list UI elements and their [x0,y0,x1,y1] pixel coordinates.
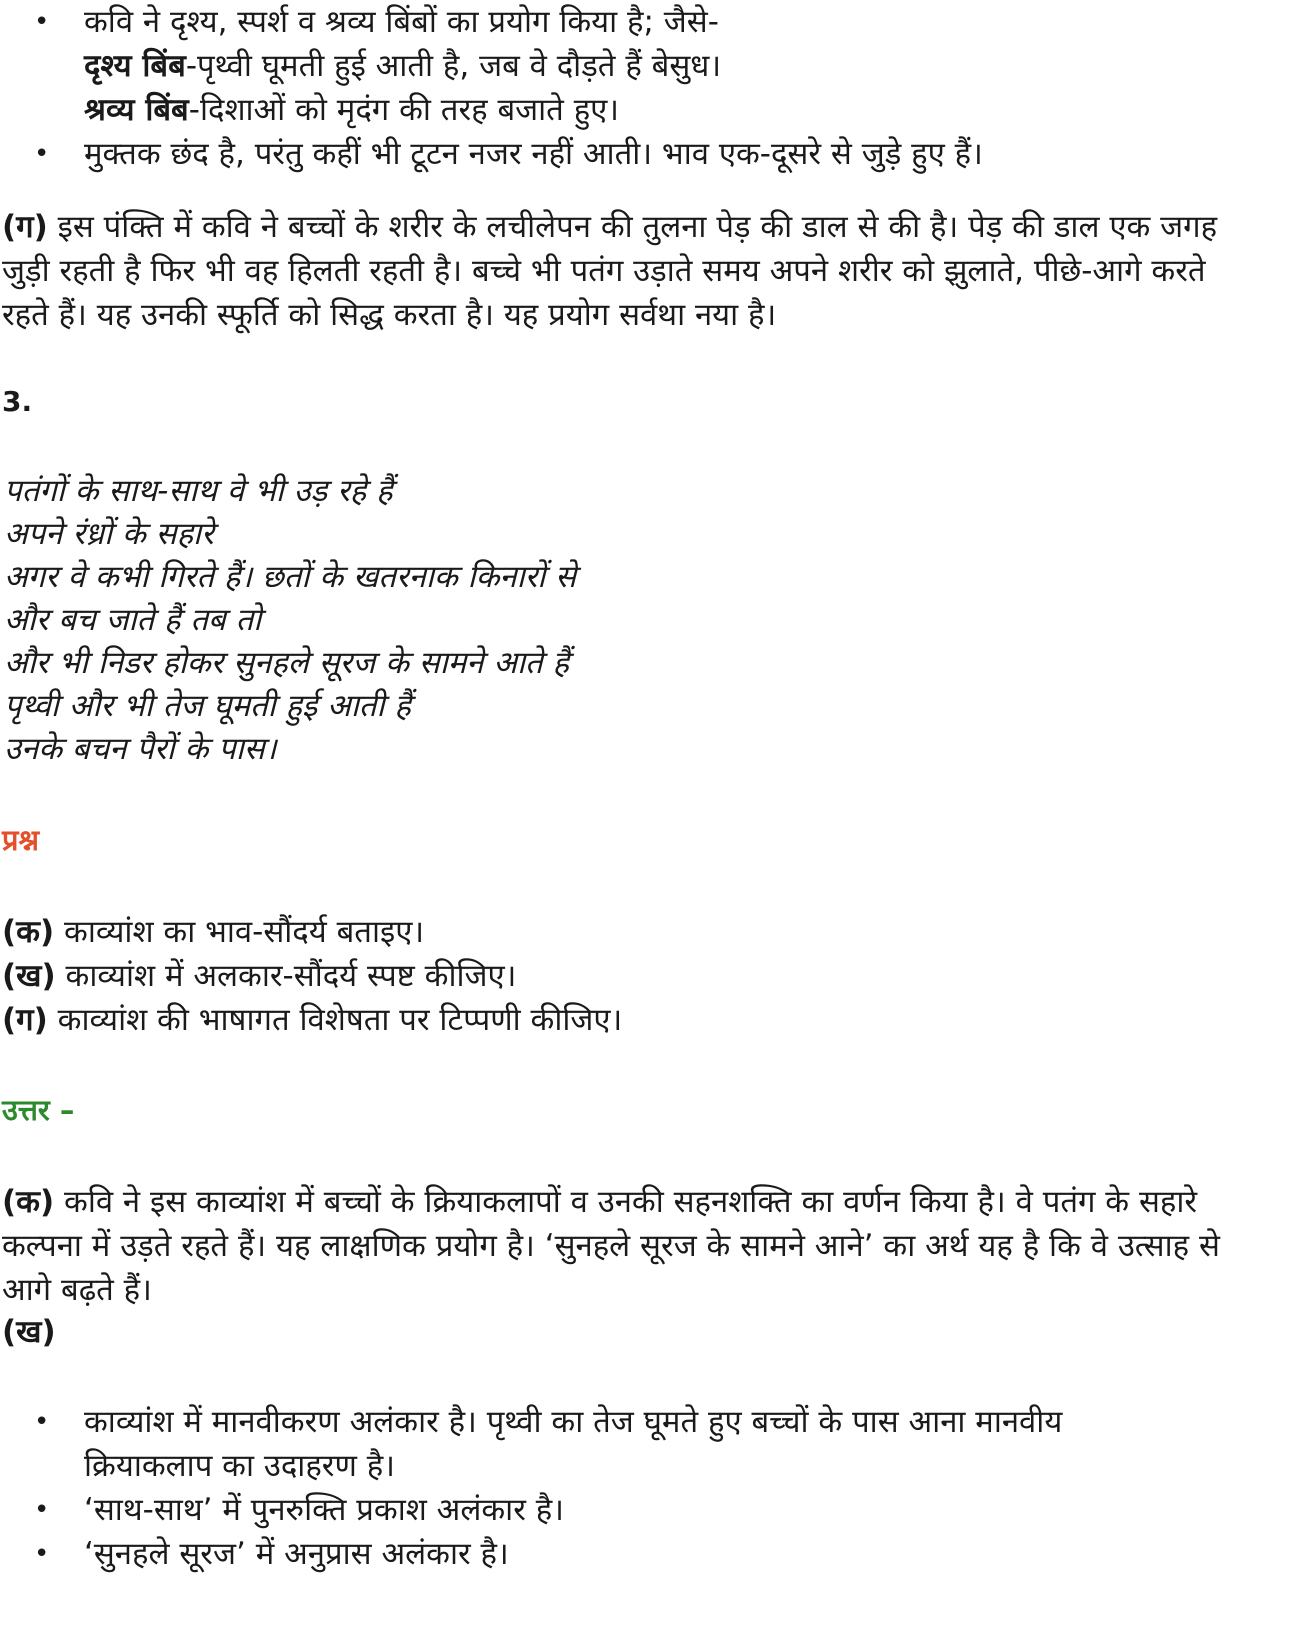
bullet-text: काव्यांश में मानवीकरण अलंकार है। पृथ्वी का तेज घूमते हुए बच्चों के पास आना मानवीय क्रियाकलाप का उदाहरण है। [84,1404,1063,1484]
answer-kha-label: (ख) [2,1314,56,1350]
list-item [0,0,1240,132]
poem-block [0,470,1004,771]
question-text: काव्यांश का भाव-सौंदर्य बताइए। [54,914,425,950]
list-item [0,1532,1200,1576]
bullet-icon: • [34,1539,50,1569]
question-item [2,910,1202,954]
paragraph-ga [2,205,1245,337]
poem-line: और भी निडर होकर सुनहले सूरज के सामने आते हैं [4,645,569,681]
question-item [2,998,1202,1042]
poem-line: अपने रंध्रों के सहारे [4,516,214,552]
bullet-icon: • [34,1495,50,1525]
question-label: (क) [2,914,55,950]
question-list [2,910,1202,1042]
answer-ka [2,1180,1245,1312]
top-bullet-list [0,0,1240,176]
term-label: श्रव्य बिंब [84,92,189,128]
question-text: काव्यांश की भाषागत विशेषता पर टिप्पणी कीजिए। [47,1002,623,1038]
term-text: -पृथ्वी घूमती हुई आती है, जब वे दौड़ते हैं बेसुध। [185,48,722,84]
question-text: काव्यांश में अलकार-सौंदर्य स्पष्ट कीजिए। [55,958,517,994]
term-text: -दिशाओं को मृदंग की तरह बजाते हुए। [188,92,620,128]
poem-line: उनके बचन पैरों के पास। [4,731,277,767]
poem-line: पृथ्वी और भी तेज घूमती हुई आती हैं [4,688,411,724]
poem-line: अगर वे कभी गिरते हैं। छतों के खतरनाक किनारों से [4,559,577,595]
paragraph-label: (ग) [2,209,48,245]
poem-line: पतंगों के साथ-साथ वे भी उड़ रहे हैं [4,473,393,509]
question-label: (ग) [2,1002,48,1038]
bullet-text: ‘साथ-साथ’ में पुनरुक्ति प्रकाश अलंकार है। [84,1492,564,1528]
term-label: दृश्य बिंब [84,48,186,84]
bullet-text: मुक्तक छंद है, परंतु कहीं भी टूटन नजर नहीं आती। भाव एक-दूसरे से जुड़े हुए हैं। [84,136,983,172]
section-number: 3. [2,385,33,418]
answer-label: (क) [2,1184,55,1220]
answer-kha-bullets [0,1400,1200,1576]
bullet-icon: • [34,139,50,169]
bullet-icon: • [34,7,50,37]
paragraph-text: इस पंक्ति में कवि ने बच्चों के शरीर के लचीलेपन की तुलना पेड़ की डाल से की है। पेड़ की डाल एक जगह जुड़ी रहती है फिर भी वह हिलती रहती है। बच्चे भी पतंग उड़ाते समय अपने शरीर को झुलाते, पीछे-आगे करते रहते हैं। यह उनकी स्फूर्ति को सिद्ध करता है। यह प्रयोग सर्वथा नया है। [2,209,1218,333]
poem-line: और बच जाते हैं तब तो [4,602,262,638]
list-item [0,1488,1200,1532]
question-label: (ख) [2,958,56,994]
answer-text: कवि ने इस काव्यांश में बच्चों के क्रियाकलापों व उनकी सहनशक्ति का वर्णन किया है। वे पतंग के सहारे कल्पना में उड़ते रहते हैं। यह लाक्षणिक प्रयोग है। ‘सुनहले सूरज के सामने आने’ का अर्थ यह है कि वे उत्साह से आगे बढ़ते हैं। [2,1184,1220,1308]
list-item [0,132,1240,176]
question-heading: प्रश्न [2,823,40,857]
question-item [2,954,1202,998]
bullet-text: ‘सुनहले सूरज’ में अनुप्रास अलंकार है। [84,1536,509,1572]
bullet-icon: • [34,1407,50,1437]
answer-heading: उत्तर – [2,1093,75,1127]
list-item [0,1400,1200,1488]
bullet-text: कवि ने दृश्य, स्पर्श व श्रव्य बिंबों का प्रयोग किया है; जैसे- [84,4,719,40]
